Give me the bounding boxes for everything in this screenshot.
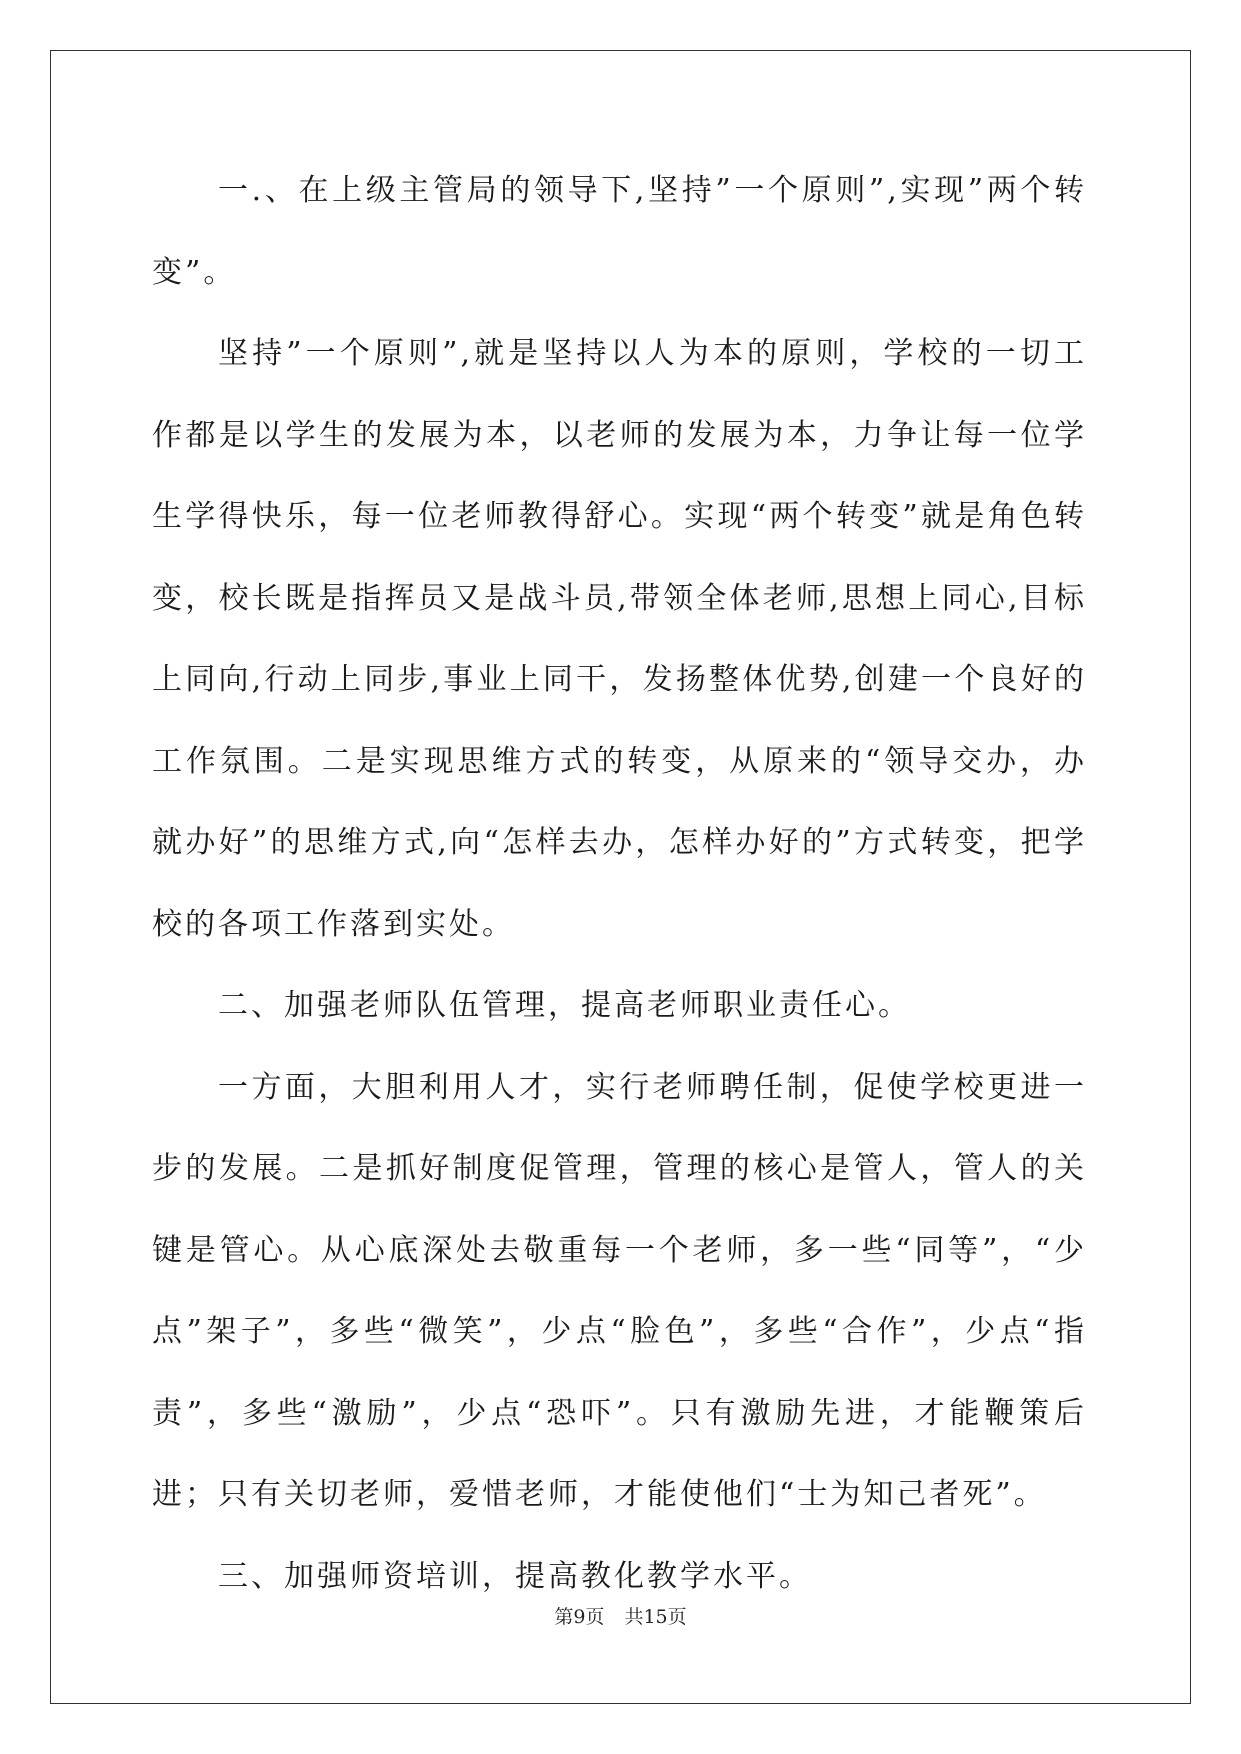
page-total: 共15页 [624, 1606, 687, 1628]
paragraph-management: 一方面，大胆利用人才，实行老师聘任制，促使学校更进一步的发展。二是抓好制度促管理，管理的核心是管人，管人的关键是管心。从心底深处去敬重每一个老师，多一些“同等”，“少点”架子”，多些“微笑”，少点“脸色”，多些“合作”，少点“指责”，多些“激励”，少点“恐吓”。只有激励先进，才能鞭策后进；只有关切老师，爱惜老师，才能使他们“士为知己者死”。 [152, 1069, 1087, 1512]
document-body [152, 150, 1087, 1617]
page-footer [0, 1602, 1241, 1629]
paragraph-heading-2: 二、加强老师队伍管理，提高老师职业责任心。 [218, 988, 911, 1023]
page-number: 第9页 [554, 1606, 605, 1628]
paragraph-heading-1: 一.、在上级主管局的领导下,坚持”一个原则”,实现”两个转变”。 [152, 173, 1087, 290]
paragraph-principle: 坚持”一个原则”,就是坚持以人为本的原则，学校的一切工作都是以学生的发展为本，以老师的发展为本，力争让每一位学生学得快乐，每一位老师教得舒心。实现“两个转变”就是角色转变，校长既是指挥员又是战斗员,带领全体老师,思想上同心,目标上同向,行动上同步,事业上同干，发扬整体优势,创建一个良好的工作氛围。二是实现思维方式的转变，从原来的“领导交办，办就办好”的思维方式,向“怎样去办，怎样办好的”方式转变，把学校的各项工作落到实处。 [152, 336, 1087, 942]
paragraph-heading-3: 三、加强师资培训，提高教化教学水平。 [218, 1558, 812, 1594]
